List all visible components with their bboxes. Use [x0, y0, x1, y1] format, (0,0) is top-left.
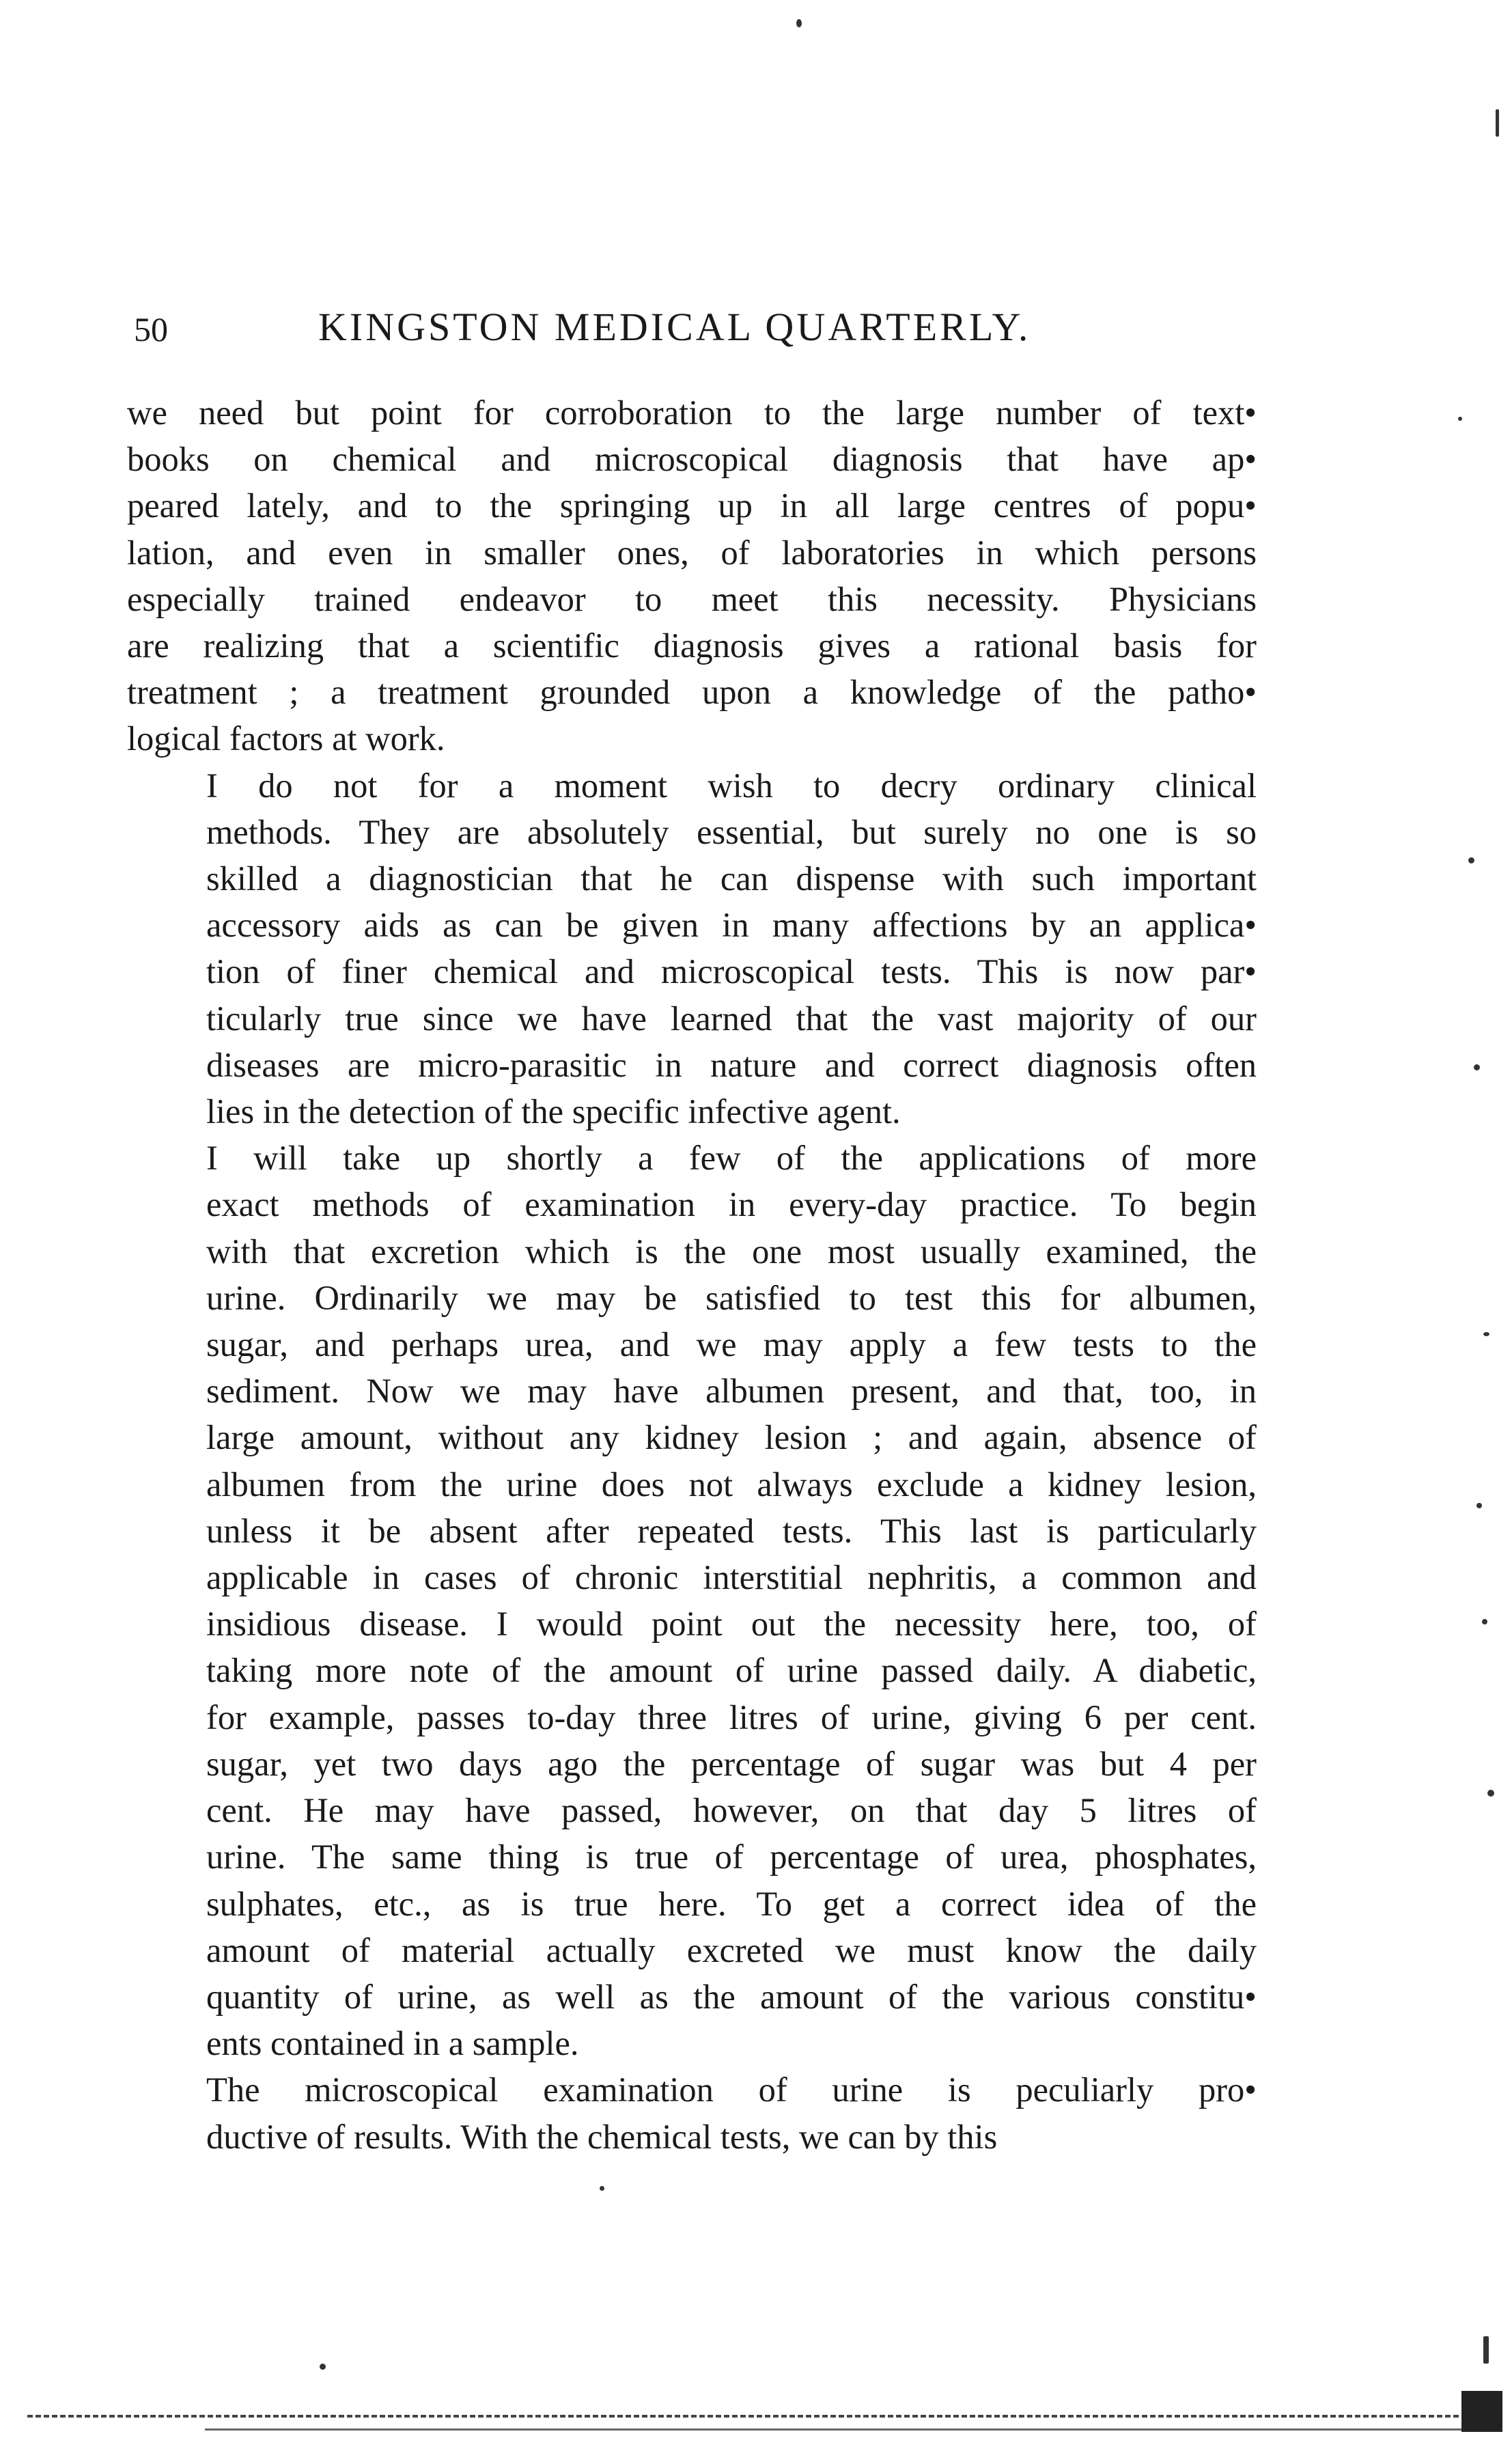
text-line: taking more note of the amount of urine passed daily. A diabetic, — [206, 1651, 1257, 1690]
text-line: The microscopical examination of urine is peculiarly pro• — [206, 2071, 1257, 2109]
text-line: lies in the detection of the specific infective agent. — [206, 1092, 901, 1131]
page-header — [134, 304, 1254, 365]
text-line: quantity of urine, as well as the amount of the various constitu• — [206, 1977, 1257, 2016]
scan-speck — [1496, 109, 1499, 137]
text-line: applicable in cases of chronic interstitial nephritis, a common and — [206, 1558, 1257, 1597]
text-line: unless it be absent after repeated tests. This last is particularly — [206, 1511, 1257, 1550]
text-line: I do not for a moment wish to decry ordinary clinical — [206, 766, 1257, 805]
text-line: sugar, and perhaps urea, and we may apply a few tests to the — [206, 1325, 1257, 1364]
scan-edge-line — [27, 2415, 1475, 2418]
text-line: insidious disease. I would point out the necessity here, too, of — [206, 1605, 1257, 1644]
scan-speck — [1483, 1332, 1489, 1336]
scan-speck — [600, 2186, 604, 2191]
scan-edge-line — [205, 2428, 1468, 2431]
text-line: for example, passes to-day three litres of urine, giving 6 per cent. — [206, 1698, 1257, 1736]
page-number: 50 — [134, 310, 168, 348]
running-title: KINGSTON MEDICAL QUARTERLY. — [318, 305, 1031, 349]
scan-edge-mark — [1461, 2391, 1502, 2432]
paragraph — [127, 1135, 1257, 2066]
text-line: sugar, yet two days ago the percentage of sugar was but 4 per — [206, 1744, 1257, 1783]
text-line: books on chemical and microscopical diagnosis that have ap• — [127, 440, 1257, 479]
text-line: with that excretion which is the one most usually examined, the — [206, 1232, 1257, 1271]
scan-speck — [1482, 1619, 1487, 1624]
text-line: albumen from the urine does not always exclude a kidney lesion, — [206, 1465, 1257, 1504]
scan-speck — [1483, 2336, 1489, 2364]
text-line: tion of finer chemical and microscopical tests. This is now par• — [206, 952, 1257, 991]
text-line: exact methods of examination in every-day practice. To begin — [206, 1185, 1257, 1224]
text-line: urine. Ordinarily we may be satisfied to test this for albumen, — [206, 1278, 1257, 1317]
scan-speck — [796, 19, 802, 27]
scan-speck — [1458, 417, 1462, 421]
text-line: amount of material actually excreted we must know the daily — [206, 1930, 1257, 1969]
paragraph — [127, 2066, 1257, 2159]
text-line: diseases are micro-parasitic in nature and correct diagnosis often — [206, 1045, 1257, 1084]
text-line: are realizing that a scientific diagnosis gives a rational basis for — [127, 626, 1257, 665]
text-line: especially trained endeavor to meet this necessity. Physicians — [127, 579, 1257, 618]
text-line: peared lately, and to the springing up in all large centres of popu• — [127, 486, 1257, 525]
text-line: methods. They are absolutely essential, but surely no one is so — [206, 812, 1257, 851]
article-body — [127, 389, 1257, 2160]
text-line: skilled a diagnostician that he can dispense with such important — [206, 859, 1257, 898]
paragraph — [127, 762, 1257, 1135]
paragraph — [127, 389, 1257, 762]
scan-speck — [1476, 1503, 1482, 1508]
text-line: ductive of results. With the chemical tests, we can by this — [206, 2117, 998, 2156]
text-line: accessory aids as can be given in many affections by an applica• — [206, 906, 1257, 945]
scan-speck — [1487, 1790, 1494, 1797]
text-line: large amount, without any kidney lesion ; and again, absence of — [206, 1418, 1257, 1457]
text-line: we need but point for corroboration to the large number of text• — [127, 393, 1257, 432]
text-line: lation, and even in smaller ones, of laboratories in which persons — [127, 533, 1257, 572]
text-line: sulphates, etc., as is true here. To get a correct idea of the — [206, 1884, 1257, 1923]
scan-speck — [1474, 1064, 1480, 1070]
text-line: urine. The same thing is true of percentage of urea, phosphates, — [206, 1838, 1257, 1877]
text-line: ents contained in a sample. — [206, 2024, 579, 2063]
scan-speck — [320, 2364, 326, 2370]
scan-speck — [1468, 857, 1474, 863]
text-line: I will take up shortly a few of the applications of more — [206, 1139, 1257, 1178]
text-line: sediment. Now we may have albumen present, and that, too, in — [206, 1372, 1257, 1411]
text-line: ticularly true since we have learned that the vast majority of our — [206, 999, 1257, 1038]
text-line: cent. He may have passed, however, on that day 5 litres of — [206, 1791, 1257, 1830]
text-line: treatment ; a treatment grounded upon a knowledge of the patho• — [127, 673, 1257, 712]
text-line: logical factors at work. — [127, 719, 445, 758]
